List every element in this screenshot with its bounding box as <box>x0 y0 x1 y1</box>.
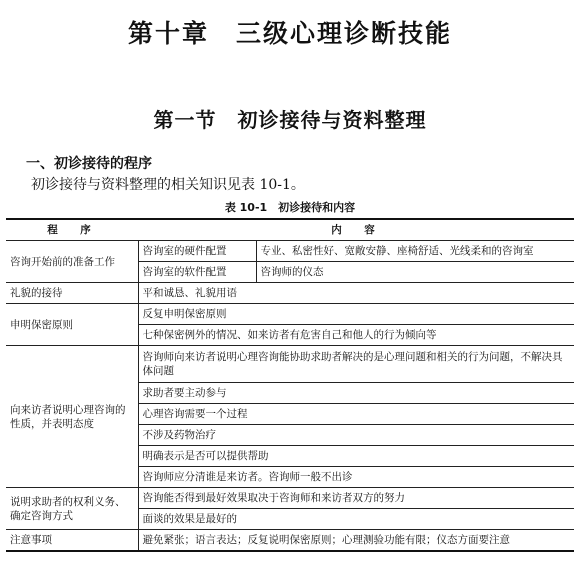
section-title: 第一节 初诊接待与资料整理 <box>153 108 427 132</box>
header-procedure: 程 序 <box>6 219 138 241</box>
content-cell: 咨询师应分清谁是来访者。咨询师一般不出诊 <box>138 467 574 488</box>
content-cell: 咨询师向来访者说明心理咨询能协助求助者解决的是心理问题和相关的行为问题，不解决具体问题 <box>138 346 574 383</box>
procedure-cell: 申明保密原则 <box>6 304 138 346</box>
content-cell: 咨询室的硬件配置 <box>138 241 256 262</box>
table-caption: 表 10-1 初诊接待和内容 <box>224 201 356 214</box>
content-cell: 专业、私密性好、宽敞安静、座椅舒适、光线柔和的咨询室 <box>256 241 574 262</box>
content-cell: 面谈的效果是最好的 <box>138 509 574 530</box>
table-row <box>6 283 574 304</box>
content-cell: 求助者要主动参与 <box>138 383 574 404</box>
chapter-title: 第十章 三级心理诊断技能 <box>127 19 452 48</box>
content-cell: 咨询能否得到最好效果取决于咨询师和来访者双方的努力 <box>138 488 574 509</box>
table-header-row <box>6 219 574 241</box>
procedure-cell: 咨询开始前的准备工作 <box>6 241 138 283</box>
content-cell: 明确表示是否可以提供帮助 <box>138 446 574 467</box>
table-row <box>6 346 574 383</box>
procedure-cell: 说明求助者的权利义务、确定咨询方式 <box>6 488 138 530</box>
table-row <box>6 241 574 262</box>
content-cell: 咨询室的软件配置 <box>138 262 256 283</box>
procedure-cell: 礼貌的接待 <box>6 283 138 304</box>
content-cell: 反复申明保密原则 <box>138 304 574 325</box>
procedure-cell: 注意事项 <box>6 530 138 552</box>
procedure-cell: 向来访者说明心理咨询的性质，并表明态度 <box>6 346 138 488</box>
content-cell: 心理咨询需要一个过程 <box>138 404 574 425</box>
sub-heading: 一、初诊接待的程序 <box>26 156 152 172</box>
content-cell: 七种保密例外的情况、如来访者有危害自己和他人的行为倾向等 <box>138 325 574 346</box>
intro-paragraph: 初诊接待与资料整理的相关知识见表 10-1。 <box>31 177 305 193</box>
content-cell: 不涉及药物治疗 <box>138 425 574 446</box>
content-cell: 避免紧张；语言表达；反复说明保密原则；心理测验功能有限；仪态方面要注意 <box>138 530 574 552</box>
content-cell: 平和诚恳、礼貌用语 <box>138 283 574 304</box>
content-cell: 咨询师的仪态 <box>256 262 574 283</box>
table-row <box>6 304 574 325</box>
reception-table <box>6 218 574 552</box>
table-row <box>6 488 574 509</box>
table-row <box>6 530 574 552</box>
header-content: 内 容 <box>138 219 574 241</box>
